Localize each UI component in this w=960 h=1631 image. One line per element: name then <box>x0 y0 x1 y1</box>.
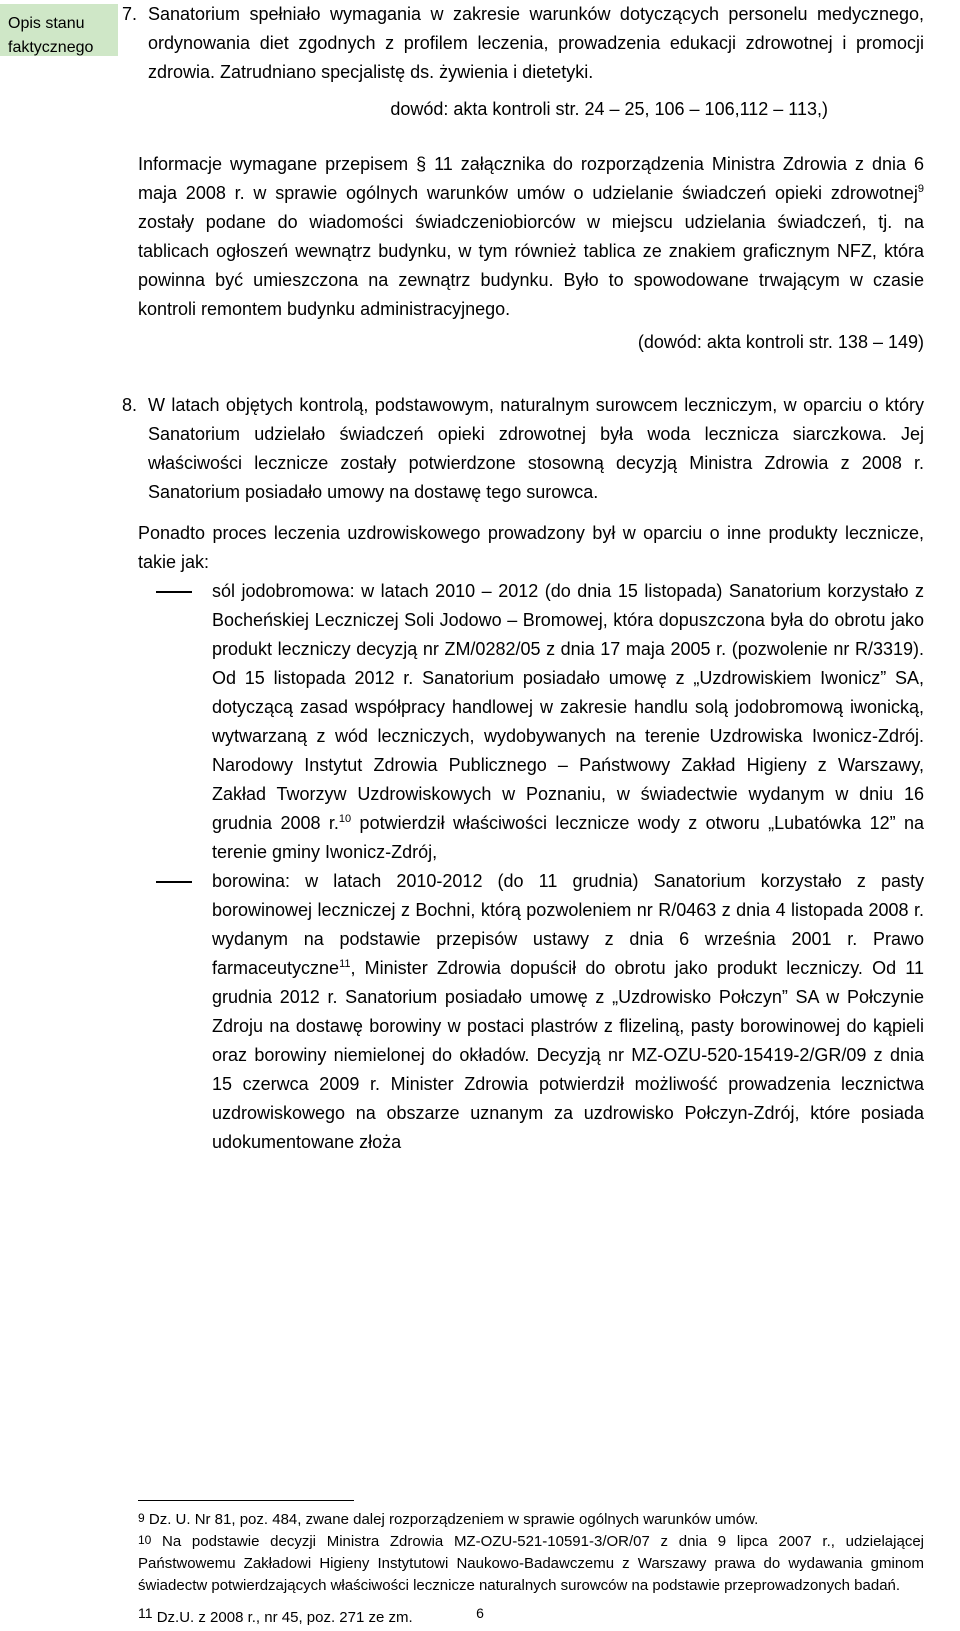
list-item-salt-part1: sól jodobromowa: w latach 2010 – 2012 (do dnia 15 listopada) Sanatorium korzystało z Bocheńskiej Leczniczej Soli Jodowo – Bromowej, która dopuszczona była do obrotu jako produkt leczniczy decyzją nr ZM/0282/05 z dnia 17 maja 2005 r. (pozwolenie nr R/3319). Od 15 listopada 2012 r. Sanatorium posiadało umowę z „Uzdrowiskiem Iwonicz” SA, dotyczącą zasad współpracy handlowej w zakresie handlu solą jodobromową iwonicką, wytwarzaną z wód leczniczych, wydobywanych na terenie Uzdrowiska Iwonicz-Zdrój. Narodowy Instytut Zdrowia Publicznego – Państwowy Zakład Higieny z Warszawy, Zakład Tworzyw Uzdrowiskowych w Poznaniu, w świadectwie wydanym w dniu 16 grudnia 2008 r. <box>212 581 924 833</box>
footnote-10 <box>138 1531 924 1597</box>
list-item-peloid <box>122 867 924 1157</box>
evidence-information: (dowód: akta kontroli str. 138 – 149) <box>637 332 924 352</box>
item-7 <box>122 0 924 87</box>
paragraph-products: Ponadto proces leczenia uzdrowiskowego prowadzony był w oparciu o inne produkty lecznicze, takie jak: <box>138 523 924 572</box>
list-item-salt <box>122 577 924 867</box>
main-text <box>122 0 924 1157</box>
list-item-salt-part2: potwierdził właściwości lecznicze wody z otworu „Lubatówka 12” na terenie gminy Iwonicz-Zdrój, <box>212 813 925 862</box>
section-label <box>8 12 93 60</box>
footnote-ref-10: 10 <box>338 813 352 825</box>
footnote-9 <box>138 1509 924 1531</box>
dash-marker <box>156 881 192 883</box>
item-8-text: W latach objętych kontrolą, podstawowym, naturalnym surowcem leczniczym, w oparciu o który Sanatorium udzielało świadczeń opieki zdrowotnej była woda lecznicza siarczkowa. Jej właściwości lecznicze zostały potwierdzone stosowną decyzją Ministra Zdrowia z 2008 r. Sanatorium posiadało umowy na dostawę tego surowca. <box>148 395 924 502</box>
list-item-peloid-part2: , Minister Zdrowia dopuścił do obrotu jako produkt leczniczy. Od 11 grudnia 2012 r. Sanatorium posiadało umowę z „Uzdrowisko Połczyn” SA w Połczynie Zdroju na dostawę borowiny w postaci plastrów z flizeliną, pasty borowinowej do kąpieli oraz borowiny niemielonej do okładów. Decyzją nr MZ-OZU-520-15419-2/GR/09 z dnia 15 czerwca 2009 r. Minister Zdrowia potwierdził możliwość prowadzenia lecznictwa uzdrowiskowego na obszarze uznanym za uzdrowisko Połczyn-Zdrój, które posiada udokumentowane złoża <box>212 958 924 1152</box>
footnote-ref-11: 11 <box>339 958 351 970</box>
section-label-line1: Opis stanu <box>8 15 85 32</box>
paragraph-information-part1: Informacje wymagane przepisem § 11 załącznika do rozporządzenia Ministra Zdrowia z dnia 6 maja 2008 r. w sprawie ogólnych warunków umów o udzielanie świadczeń opieki zdrowotnej <box>138 154 924 203</box>
footnote-11-text: Dz.U. z 2008 r., nr 45, poz. 271 ze zm. <box>152 1609 413 1626</box>
footnote-ref-9: 9 <box>917 183 924 195</box>
footnote-10-number: 10 <box>138 1533 152 1547</box>
footnote-9-number: 9 <box>138 1511 145 1525</box>
list-item-peloid-text <box>212 867 924 1157</box>
paragraph-information <box>122 150 924 324</box>
item-7-number: 7. <box>122 4 138 24</box>
footnote-10-text: Na podstawie decyzji Ministra Zdrowia MZ-OZU-521-10591-3/OR/07 z dnia 9 lipca 2007 r., udzielającej Państwowemu Zakładowi Higieny Instytutowi Naukowo-Badawczemu z Warszawy prawa do wydawania gminom świadectw potwierdzających właściwości lecznicze naturalnych surowców na podstawie przeprowadzonych badań. <box>138 1533 924 1594</box>
section-label-line2: faktycznego <box>8 39 94 56</box>
page-number: 6 <box>476 1605 484 1621</box>
footnote-11-number: 11 <box>138 1605 153 1621</box>
footnote-separator <box>138 1500 354 1501</box>
item-8-number: 8. <box>122 395 138 415</box>
dash-marker <box>156 591 192 593</box>
paragraph-information-part2: zostały podane do wiadomości świadczeniobiorców w miejscu udzielania świadczeń, tj. na tablicach ogłoszeń wewnątrz budynku, w tym również tablica ze znakiem graficznym NFZ, która powinna być umieszczona na zewnątrz budynku. Było to spowodowane trwającym w czasie kontroli remontem budynku administracyjnego. <box>138 212 924 319</box>
list-item-salt-text <box>212 577 924 867</box>
item-8 <box>122 391 924 507</box>
evidence-item-7: dowód: akta kontroli str. 24 – 25, 106 – 106,112 – 113,) <box>390 99 828 119</box>
section-label-box <box>0 4 118 56</box>
list-item-peloid-part1: borowina: w latach 2010-2012 (do 11 grudnia) Sanatorium korzystało z pasty borowinowej leczniczej z Bochni, którą pozwoleniem nr R/0463 z dnia 4 listopada 2008 r. wydanym na podstawie przepisów ustawy z dnia 6 września 2001 r. Prawo farmaceutyczne <box>212 871 924 978</box>
footnote-9-text: Dz. U. Nr 81, poz. 484, zwane dalej rozporządzeniem w sprawie ogólnych warunków umów. <box>144 1511 759 1528</box>
item-7-text: Sanatorium spełniało wymagania w zakresie warunków dotyczących personelu medycznego, ordynowania diet zgodnych z profilem leczenia, prowadzenia edukacji zdrowotnej i promocji zdrowia. Zatrudniano specjalistę ds. żywienia i dietetyki. <box>148 4 924 82</box>
